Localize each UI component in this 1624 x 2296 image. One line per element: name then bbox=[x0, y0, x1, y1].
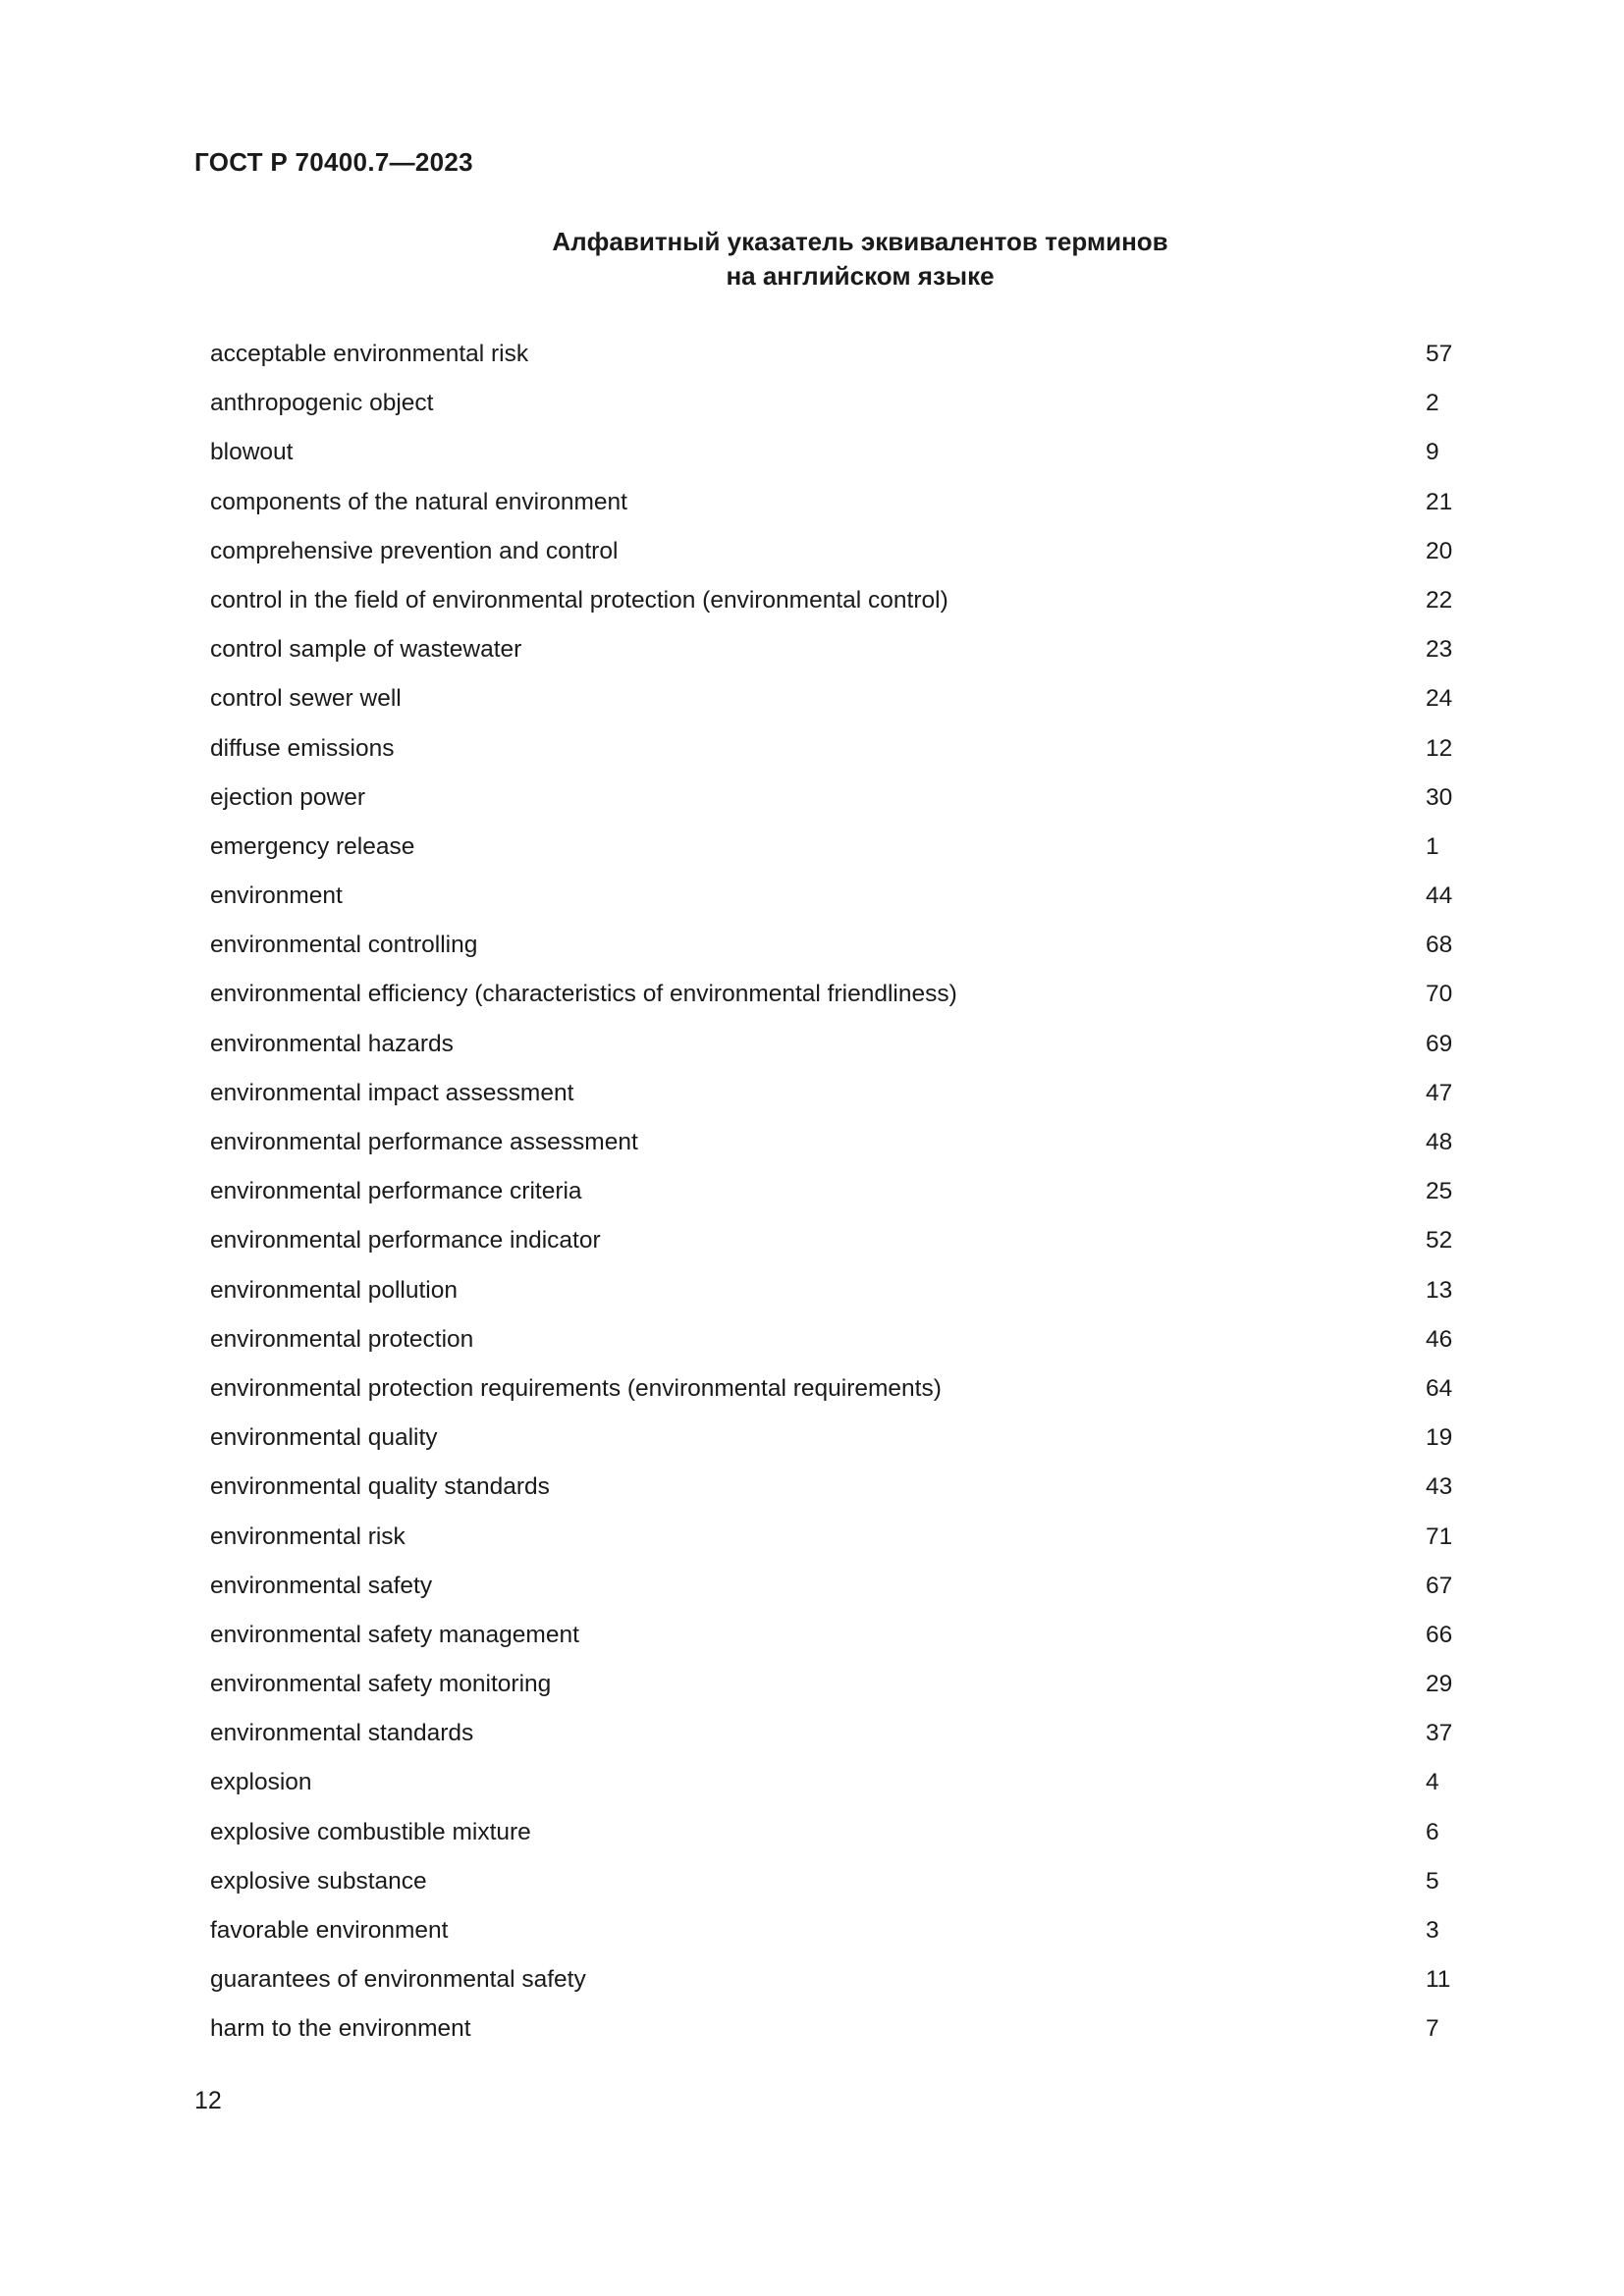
index-term: environmental safety monitoring bbox=[210, 1671, 552, 1698]
index-term-number: 66 bbox=[1426, 1621, 1453, 1648]
index-term-number: 3 bbox=[1426, 1917, 1439, 1944]
term-index-list bbox=[210, 330, 1465, 2055]
index-term: environmental safety management bbox=[210, 1621, 579, 1648]
index-row bbox=[210, 1709, 1465, 1758]
index-term: anthropogenic object bbox=[210, 390, 434, 417]
index-term: environmental performance criteria bbox=[210, 1178, 582, 1205]
index-term: environment bbox=[210, 882, 343, 910]
index-term-number: 6 bbox=[1426, 1818, 1439, 1845]
index-term: environmental risk bbox=[210, 1522, 406, 1550]
index-row bbox=[210, 576, 1465, 625]
index-term-number: 13 bbox=[1426, 1276, 1453, 1304]
index-term: control in the field of environmental protection (environmental control) bbox=[210, 586, 948, 614]
index-row bbox=[210, 823, 1465, 872]
index-term-number: 69 bbox=[1426, 1030, 1453, 1057]
index-row bbox=[210, 379, 1465, 428]
index-row bbox=[210, 527, 1465, 576]
index-term: environmental quality bbox=[210, 1424, 438, 1452]
index-term-number: 37 bbox=[1426, 1720, 1453, 1747]
index-term-number: 67 bbox=[1426, 1572, 1453, 1599]
index-term: environmental efficiency (characteristics of environmental friendliness) bbox=[210, 981, 957, 1008]
page-number: 12 bbox=[194, 2087, 222, 2114]
index-term-number: 46 bbox=[1426, 1325, 1453, 1353]
index-row bbox=[210, 625, 1465, 674]
page-title bbox=[194, 225, 1526, 294]
index-term-number: 23 bbox=[1426, 636, 1453, 664]
index-term: diffuse emissions bbox=[210, 734, 395, 762]
index-row bbox=[210, 1364, 1465, 1414]
index-row bbox=[210, 1906, 1465, 1955]
index-row bbox=[210, 1167, 1465, 1216]
index-row bbox=[210, 1562, 1465, 1611]
index-term: explosion bbox=[210, 1769, 312, 1796]
index-term-number: 48 bbox=[1426, 1129, 1453, 1155]
standard-code: ГОСТ Р 70400.7—2023 bbox=[194, 147, 473, 177]
page-title-line-1: Алфавитный указатель эквивалентов терминов bbox=[552, 227, 1168, 256]
index-term: components of the natural environment bbox=[210, 488, 627, 515]
index-row bbox=[210, 1758, 1465, 1807]
index-row bbox=[210, 478, 1465, 527]
index-term-number: 4 bbox=[1426, 1769, 1439, 1796]
index-term: environmental controlling bbox=[210, 932, 478, 959]
index-term: emergency release bbox=[210, 832, 415, 860]
index-term-number: 19 bbox=[1426, 1424, 1453, 1452]
index-term: environmental impact assessment bbox=[210, 1079, 574, 1106]
index-row bbox=[210, 724, 1465, 774]
index-term-number: 30 bbox=[1426, 783, 1453, 811]
index-row bbox=[210, 970, 1465, 1019]
index-term: explosive combustible mixture bbox=[210, 1818, 531, 1845]
index-term-number: 22 bbox=[1426, 586, 1453, 614]
index-term-number: 64 bbox=[1426, 1374, 1453, 1402]
index-term-number: 7 bbox=[1426, 2015, 1439, 2043]
index-term-number: 9 bbox=[1426, 439, 1439, 466]
index-term: control sewer well bbox=[210, 685, 402, 713]
index-term-number: 12 bbox=[1426, 734, 1453, 762]
index-row bbox=[210, 1463, 1465, 1512]
index-term: acceptable environmental risk bbox=[210, 341, 529, 367]
index-row bbox=[210, 1266, 1465, 1315]
index-row bbox=[210, 674, 1465, 723]
index-term-number: 47 bbox=[1426, 1079, 1453, 1106]
index-term: control sample of wastewater bbox=[210, 636, 522, 664]
index-term-number: 29 bbox=[1426, 1671, 1453, 1698]
index-term: environmental protection requirements (environmental requirements) bbox=[210, 1374, 942, 1402]
index-term-number: 20 bbox=[1426, 537, 1453, 564]
index-term: environmental protection bbox=[210, 1325, 474, 1353]
index-row bbox=[210, 1069, 1465, 1118]
index-row bbox=[210, 1020, 1465, 1069]
index-row bbox=[210, 1857, 1465, 1906]
index-term-number: 25 bbox=[1426, 1178, 1453, 1205]
index-term: blowout bbox=[210, 439, 294, 466]
index-row bbox=[210, 1808, 1465, 1857]
index-row bbox=[210, 1216, 1465, 1265]
index-row bbox=[210, 872, 1465, 921]
index-row bbox=[210, 428, 1465, 477]
index-row bbox=[210, 1513, 1465, 1562]
index-term-number: 71 bbox=[1426, 1522, 1453, 1550]
index-row bbox=[210, 1118, 1465, 1167]
index-row bbox=[210, 1414, 1465, 1463]
index-term-number: 57 bbox=[1426, 341, 1453, 367]
index-term: environmental hazards bbox=[210, 1030, 454, 1057]
index-term-number: 68 bbox=[1426, 932, 1453, 959]
index-term-number: 5 bbox=[1426, 1867, 1439, 1895]
index-term: environmental pollution bbox=[210, 1276, 458, 1304]
index-term-number: 24 bbox=[1426, 685, 1453, 713]
index-row bbox=[210, 1955, 1465, 2004]
index-term: environmental performance assessment bbox=[210, 1129, 638, 1155]
index-row bbox=[210, 774, 1465, 823]
index-term: environmental standards bbox=[210, 1720, 474, 1747]
index-term: harm to the environment bbox=[210, 2015, 471, 2043]
index-row bbox=[210, 1611, 1465, 1660]
index-term: comprehensive prevention and control bbox=[210, 537, 619, 564]
index-term-number: 1 bbox=[1426, 832, 1439, 860]
index-row bbox=[210, 330, 1465, 379]
index-term-number: 70 bbox=[1426, 981, 1453, 1008]
page-title-line-2: на английском языке bbox=[726, 261, 995, 291]
index-row bbox=[210, 1315, 1465, 1364]
index-row bbox=[210, 1660, 1465, 1709]
index-term: environmental safety bbox=[210, 1572, 433, 1599]
index-term: ejection power bbox=[210, 783, 365, 811]
index-row bbox=[210, 2004, 1465, 2054]
index-term: explosive substance bbox=[210, 1867, 427, 1895]
index-term-number: 11 bbox=[1426, 1966, 1451, 1994]
index-term: guarantees of environmental safety bbox=[210, 1966, 586, 1994]
index-term: environmental performance indicator bbox=[210, 1227, 601, 1255]
index-term: favorable environment bbox=[210, 1917, 449, 1944]
index-term-number: 44 bbox=[1426, 882, 1453, 910]
index-term-number: 21 bbox=[1426, 488, 1453, 515]
index-term: environmental quality standards bbox=[210, 1473, 550, 1501]
index-row bbox=[210, 921, 1465, 970]
index-term-number: 52 bbox=[1426, 1227, 1453, 1255]
index-term-number: 43 bbox=[1426, 1473, 1453, 1501]
index-term-number: 2 bbox=[1426, 390, 1439, 417]
